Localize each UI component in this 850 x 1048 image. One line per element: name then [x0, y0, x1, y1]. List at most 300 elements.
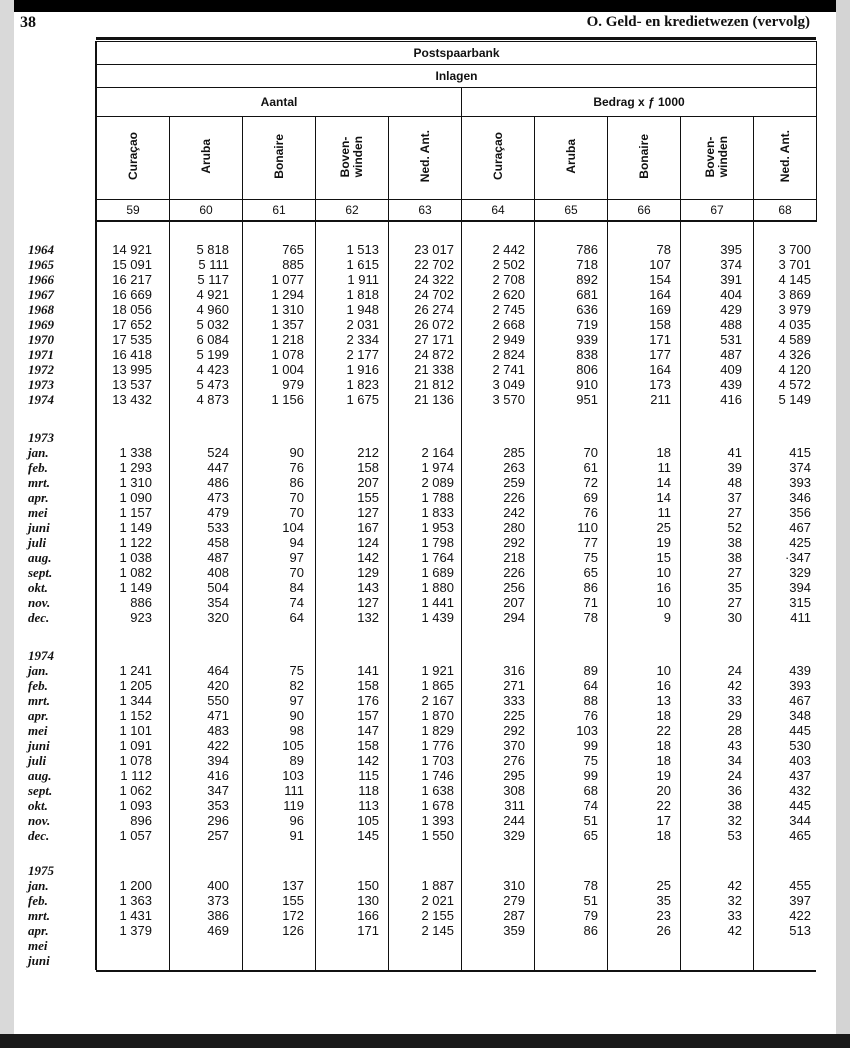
table-cell: 22	[656, 798, 671, 813]
table-cell: 10	[656, 663, 671, 678]
table-cell: 10	[656, 595, 671, 610]
table-cell: 142	[357, 753, 379, 768]
table-cell: 88	[583, 693, 598, 708]
table-cell: 271	[503, 678, 525, 693]
table-cell: 422	[789, 908, 811, 923]
table-cell: 1 379	[119, 923, 152, 938]
table-cell: 51	[583, 813, 598, 828]
table-cell: 147	[357, 723, 379, 738]
table-cell: 97	[289, 550, 304, 565]
table-cell: 158	[357, 678, 379, 693]
table-cell: 141	[357, 663, 379, 678]
table-cell: 86	[583, 923, 598, 938]
table-cell: 39	[727, 460, 742, 475]
row-label: 1971	[28, 347, 54, 362]
table-cell: 103	[282, 768, 304, 783]
header-group-bedrag: Bedrag x ƒ 1000	[462, 88, 817, 117]
row-label: jan.	[28, 878, 49, 893]
table-cell: 473	[207, 490, 229, 505]
table-cell: 32	[727, 893, 742, 908]
row-label: 1968	[28, 302, 54, 317]
table-cell: 2 708	[492, 272, 525, 287]
table-cell: 42	[727, 923, 742, 938]
table-cell: 30	[727, 610, 742, 625]
table-cell: 1 916	[346, 362, 379, 377]
table-cell: 1 149	[119, 520, 152, 535]
table-cell: 27	[727, 565, 742, 580]
table-cell: 416	[720, 392, 742, 407]
header-group-aantal: Aantal	[97, 88, 462, 117]
row-label: juni	[28, 738, 50, 753]
column-header-8	[608, 117, 681, 200]
table-cell: 113	[358, 798, 379, 813]
table-cell: 38	[727, 798, 742, 813]
row-label: mei	[28, 723, 48, 738]
table-cell: 1 200	[119, 878, 152, 893]
table-cell: 488	[720, 317, 742, 332]
table-cell: 1 004	[271, 362, 304, 377]
column-header-label: Curaçao	[490, 132, 505, 181]
table-cell: 429	[720, 302, 742, 317]
table-cell: 143	[357, 580, 379, 595]
table-cell: 25	[656, 878, 671, 893]
table-cell: 257	[207, 828, 229, 843]
table-cell: 90	[289, 708, 304, 723]
table-cell: 1 513	[346, 242, 379, 257]
table-cell: 18	[656, 445, 671, 460]
table-cell: 910	[576, 377, 598, 392]
table-cell: 1 149	[119, 580, 152, 595]
table-cell: 2 668	[492, 317, 525, 332]
table-cell: 15	[656, 550, 671, 565]
table-cell: 176	[357, 693, 379, 708]
table-cell: 225	[503, 708, 525, 723]
table-cell: 285	[503, 445, 525, 460]
table-cell: 719	[576, 317, 598, 332]
table-cell: 420	[207, 678, 229, 693]
row-label: juni	[28, 953, 50, 968]
table-cell: 386	[207, 908, 229, 923]
table-cell: 78	[583, 610, 598, 625]
table-cell: 1 093	[119, 798, 152, 813]
table-cell: 404	[720, 287, 742, 302]
table-cell: 91	[289, 828, 304, 843]
table-cell: 27	[727, 595, 742, 610]
table-cell: 71	[583, 595, 598, 610]
table-cell: 393	[789, 475, 811, 490]
table-cell: 218	[503, 550, 525, 565]
table-cell: 838	[576, 347, 598, 362]
table-cell: 1 829	[421, 723, 454, 738]
table-cell: 344	[789, 813, 811, 828]
row-label: nov.	[28, 813, 51, 828]
table-cell: 132	[357, 610, 379, 625]
table-cell: 447	[207, 460, 229, 475]
table-cell: 439	[789, 663, 811, 678]
row-label: mei	[28, 938, 48, 953]
table-cell: 43	[727, 738, 742, 753]
table-cell: 397	[789, 893, 811, 908]
table-cell: 64	[583, 678, 598, 693]
table-cell: 1 078	[271, 347, 304, 362]
table-cell: 166	[357, 908, 379, 923]
table-cell: 48	[727, 475, 742, 490]
table-cell: 3 049	[492, 377, 525, 392]
table-cell: 1 638	[421, 783, 454, 798]
table-cell: 1 921	[421, 663, 454, 678]
table-cell: 550	[207, 693, 229, 708]
table-cell: 1 703	[421, 753, 454, 768]
table-cell: 111	[284, 783, 304, 798]
table-cell: 164	[649, 362, 671, 377]
table-cell: 353	[207, 798, 229, 813]
table-cell: 19	[656, 535, 671, 550]
table-cell: 28	[727, 723, 742, 738]
table-cell: 35	[727, 580, 742, 595]
row-label: sept.	[28, 565, 53, 580]
row-label: nov.	[28, 595, 51, 610]
row-label: feb.	[28, 460, 48, 475]
table-cell: 279	[503, 893, 525, 908]
header-section: Inlagen	[97, 65, 817, 88]
table-cell: 5 111	[198, 257, 229, 272]
table-cell: 158	[357, 460, 379, 475]
table-cell: 2 741	[492, 362, 525, 377]
table-cell: 1 062	[119, 783, 152, 798]
table-cell: 1 293	[119, 460, 152, 475]
table-cell: 1 431	[119, 908, 152, 923]
table-cell: 79	[583, 908, 598, 923]
table-cell: 118	[358, 783, 379, 798]
table-cell: 69	[583, 490, 598, 505]
table-cell: 487	[207, 550, 229, 565]
table-cell: 1 038	[119, 550, 152, 565]
table-cell: 27 171	[414, 332, 454, 347]
table-cell: 280	[503, 520, 525, 535]
row-label: 1973	[28, 430, 54, 445]
table-cell: 97	[289, 693, 304, 708]
table-cell: 52	[727, 520, 742, 535]
row-label: okt.	[28, 580, 48, 595]
table-cell: 86	[583, 580, 598, 595]
bottom-rule	[96, 970, 816, 972]
row-label: 1964	[28, 242, 54, 257]
table-cell: 347	[207, 783, 229, 798]
table-cell: 4 423	[196, 362, 229, 377]
table-cell: 5 149	[778, 392, 811, 407]
table-cell: 33	[727, 693, 742, 708]
table-cell: 1 764	[421, 550, 454, 565]
column-header-5	[389, 117, 462, 200]
column-number: 61	[243, 200, 316, 222]
table-cell: 2 824	[492, 347, 525, 362]
table-cell: 89	[583, 663, 598, 678]
table-cell: 155	[357, 490, 379, 505]
table-cell: 10	[656, 565, 671, 580]
table-cell: 455	[789, 878, 811, 893]
table-cell: 18	[656, 708, 671, 723]
table-cell: 681	[576, 287, 598, 302]
table-cell: 1 122	[119, 535, 152, 550]
table-cell: 320	[207, 610, 229, 625]
table-cell: 129	[357, 565, 379, 580]
table-cell: 1 911	[347, 272, 379, 287]
column-header-10	[754, 117, 817, 200]
table-cell: 110	[577, 520, 598, 535]
table-cell: 23	[656, 908, 671, 923]
page-title: O. Geld- en kredietwezen (vervolg)	[586, 14, 810, 30]
table-cell: 464	[207, 663, 229, 678]
table-cell: 13	[656, 693, 671, 708]
table-cell: 16	[656, 678, 671, 693]
table-cell: 1 357	[271, 317, 304, 332]
table-cell: 315	[789, 595, 811, 610]
table-cell: 15 091	[112, 257, 152, 272]
table-cell: 415	[789, 445, 811, 460]
table-cell: 1 865	[421, 678, 454, 693]
table-cell: 171	[357, 923, 379, 938]
table-cell: 18	[656, 753, 671, 768]
table-cell: 394	[207, 753, 229, 768]
table-cell: 354	[207, 595, 229, 610]
table-cell: 263	[503, 460, 525, 475]
table-cell: 1 082	[119, 565, 152, 580]
table-cell: 14 921	[112, 242, 152, 257]
table-cell: 26 274	[414, 302, 454, 317]
table-cell: 77	[583, 535, 598, 550]
table-cell: 1 294	[271, 287, 304, 302]
table-cell: 1 078	[119, 753, 152, 768]
table-cell: 1 101	[119, 723, 152, 738]
row-label: aug.	[28, 768, 52, 783]
table-cell: 5 818	[196, 242, 229, 257]
table-cell: 2 177	[346, 347, 379, 362]
table-cell: 951	[576, 392, 598, 407]
table-cell: 169	[649, 302, 671, 317]
table-cell: 287	[503, 908, 525, 923]
column-header-label: Bonaire	[271, 134, 286, 179]
table-cell: 17 535	[112, 332, 152, 347]
table-cell: 75	[583, 753, 598, 768]
table-cell: 64	[289, 610, 304, 625]
table-cell: 256	[503, 580, 525, 595]
table-cell: 18 056	[112, 302, 152, 317]
table-cell: 13 995	[112, 362, 152, 377]
table-cell: 359	[503, 923, 525, 938]
table-cell: 11	[657, 505, 671, 520]
table-cell: 458	[207, 535, 229, 550]
row-label: juli	[28, 535, 47, 550]
table-cell: 38	[727, 535, 742, 550]
table-cell: 409	[720, 362, 742, 377]
table-header	[96, 41, 817, 222]
table-cell: 1 550	[421, 828, 454, 843]
table-cell: 158	[357, 738, 379, 753]
column-header-label: Curaçao	[125, 132, 140, 181]
table-cell: 68	[583, 783, 598, 798]
table-cell: ·347	[784, 550, 811, 565]
table-cell: 24	[727, 768, 742, 783]
table-cell: 1 788	[421, 490, 454, 505]
table-cell: 244	[503, 813, 525, 828]
table-cell: 16 418	[112, 347, 152, 362]
table-cell: 86	[289, 475, 304, 490]
table-cell: 425	[789, 535, 811, 550]
table-cell: 311	[504, 798, 525, 813]
table-cell: 4 873	[196, 392, 229, 407]
table-cell: 212	[357, 445, 379, 460]
table-cell: 16 669	[112, 287, 152, 302]
table-cell: 3 979	[778, 302, 811, 317]
table-cell: 445	[789, 798, 811, 813]
table-cell: 18	[656, 738, 671, 753]
table-cell: 504	[207, 580, 229, 595]
column-header-1	[97, 117, 170, 200]
table-cell: 445	[789, 723, 811, 738]
column-header-6	[462, 117, 535, 200]
table-cell: 78	[656, 242, 671, 257]
table-cell: 20	[656, 783, 671, 798]
table-cell: 35	[656, 893, 671, 908]
row-label: mei	[28, 505, 48, 520]
table-cell: 1 091	[119, 738, 152, 753]
table-cell: 24 322	[414, 272, 454, 287]
table-cell: 51	[583, 893, 598, 908]
row-label: 1966	[28, 272, 54, 287]
table-cell: 145	[357, 828, 379, 843]
table-cell: 1 439	[421, 610, 454, 625]
table-cell: 1 948	[346, 302, 379, 317]
table-cell: 89	[289, 753, 304, 768]
table-cell: 5 199	[196, 347, 229, 362]
row-label: 1975	[28, 863, 54, 878]
table-cell: 469	[207, 923, 229, 938]
column-number: 64	[462, 200, 535, 222]
table-cell: 90	[289, 445, 304, 460]
table-cell: 1 363	[119, 893, 152, 908]
table-cell: 65	[583, 828, 598, 843]
table-cell: 939	[576, 332, 598, 347]
table-cell: 130	[357, 893, 379, 908]
table-cell: 177	[649, 347, 671, 362]
table-cell: 467	[789, 520, 811, 535]
table-cell: 296	[207, 813, 229, 828]
table-cell: 276	[503, 753, 525, 768]
table-cell: 4 035	[778, 317, 811, 332]
table-cell: 23 017	[414, 242, 454, 257]
table-cell: 1 077	[271, 272, 304, 287]
table-cell: 530	[789, 738, 811, 753]
table-cell: 1 441	[421, 595, 454, 610]
table-cell: 1 615	[346, 257, 379, 272]
column-header-7	[535, 117, 608, 200]
column-header-9	[681, 117, 754, 200]
table-cell: 356	[789, 505, 811, 520]
table-cell: 391	[720, 272, 742, 287]
table-cell: 42	[727, 678, 742, 693]
table-cell: 5 473	[196, 377, 229, 392]
table-cell: 416	[207, 768, 229, 783]
table-cell: 1 776	[421, 738, 454, 753]
table-cell: 2 620	[492, 287, 525, 302]
table-cell: 167	[357, 520, 379, 535]
table-cell: 150	[357, 878, 379, 893]
table-cell: 38	[727, 550, 742, 565]
table-cell: 403	[789, 753, 811, 768]
table-cell: 11	[657, 460, 671, 475]
table-cell: 96	[289, 813, 304, 828]
header-bank: Postspaarbank	[97, 42, 817, 65]
row-label: juni	[28, 520, 50, 535]
table-cell: 1 887	[421, 878, 454, 893]
table-cell: 1 156	[271, 392, 304, 407]
table-cell: 70	[289, 565, 304, 580]
table-cell: 892	[576, 272, 598, 287]
table-cell: 14	[656, 475, 671, 490]
table-cell: 13 537	[112, 377, 152, 392]
table-cell: 786	[576, 242, 598, 257]
table-cell: 885	[282, 257, 304, 272]
table-cell: 142	[357, 550, 379, 565]
table-cell: 308	[503, 783, 525, 798]
column-number: 66	[608, 200, 681, 222]
row-label: 1965	[28, 257, 54, 272]
row-label: aug.	[28, 550, 52, 565]
table-cell: 127	[357, 505, 379, 520]
table-cell: 207	[357, 475, 379, 490]
table-cell: 467	[789, 693, 811, 708]
table-cell: 393	[789, 678, 811, 693]
table-cell: 36	[727, 783, 742, 798]
table-cell: 33	[727, 908, 742, 923]
scan-border-top	[0, 0, 850, 12]
column-number: 63	[389, 200, 462, 222]
table-cell: 82	[289, 678, 304, 693]
table-cell: 408	[207, 565, 229, 580]
row-label: okt.	[28, 798, 48, 813]
table-cell: 2 155	[421, 908, 454, 923]
column-number: 65	[535, 200, 608, 222]
table-cell: 1 746	[421, 768, 454, 783]
table-cell: 119	[283, 798, 304, 813]
table-cell: 137	[282, 878, 304, 893]
table-cell: 84	[289, 580, 304, 595]
table-cell: 4 921	[196, 287, 229, 302]
table-cell: 37	[727, 490, 742, 505]
table-cell: 104	[282, 520, 304, 535]
column-header-label: Aruba	[198, 139, 213, 174]
table-cell: 1 310	[271, 302, 304, 317]
table-cell: 155	[282, 893, 304, 908]
table-cell: 94	[289, 535, 304, 550]
table-cell: 1 112	[120, 768, 152, 783]
table-cell: 65	[583, 565, 598, 580]
table-cell: 1 675	[346, 392, 379, 407]
table-cell: 29	[727, 708, 742, 723]
table-cell: 316	[503, 663, 525, 678]
table-cell: 1 205	[119, 678, 152, 693]
table-cell: 765	[282, 242, 304, 257]
table-cell: 2 089	[421, 475, 454, 490]
table-cell: 70	[289, 490, 304, 505]
table-cell: 294	[503, 610, 525, 625]
table-cell: 24	[727, 663, 742, 678]
table-cell: 4 326	[778, 347, 811, 362]
table-cell: 411	[790, 610, 811, 625]
table-cell: 483	[207, 723, 229, 738]
table-cell: 533	[207, 520, 229, 535]
row-label: apr.	[28, 490, 49, 505]
